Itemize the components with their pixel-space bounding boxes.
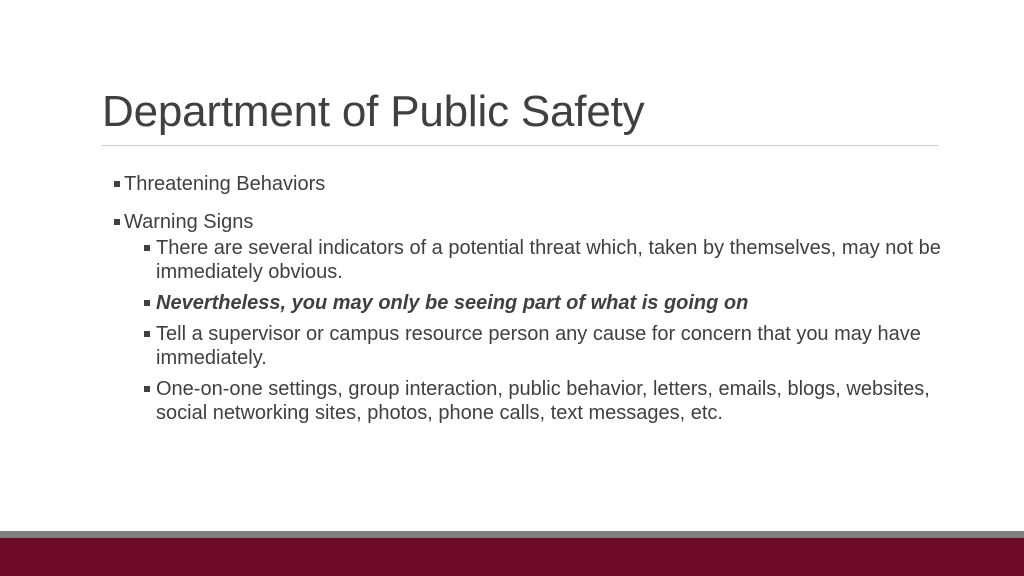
square-bullet-icon <box>114 219 120 225</box>
square-bullet-icon <box>144 245 150 251</box>
square-bullet-icon <box>144 300 150 306</box>
sub-bullet-label: There are several indicators of a potential threat which, taken by themselves, may not be immediately obvious. <box>156 237 941 283</box>
sub-bullet-item <box>144 291 942 315</box>
footer-band-gray <box>0 531 1024 538</box>
square-bullet-icon <box>144 386 150 392</box>
sub-bullet-item <box>144 236 942 284</box>
sub-bullet-item <box>144 322 942 370</box>
sub-bullet-label: Tell a supervisor or campus resource person any cause for concern that you may have immediately. <box>156 323 921 369</box>
sub-bullet-label-emphasized: Nevertheless, you may only be seeing part of what is going on <box>156 292 749 314</box>
sub-bullet-label: One-on-one settings, group interaction, public behavior, letters, emails, blogs, websites, social networking sites, photos, phone calls, text messages, etc. <box>156 378 930 424</box>
bullet-item-warning-signs <box>112 210 942 425</box>
title-divider <box>102 145 938 146</box>
bullet-label: Threatening Behaviors <box>124 173 326 195</box>
bullet-item-threatening-behaviors <box>112 172 942 196</box>
square-bullet-icon <box>144 331 150 337</box>
sub-bullet-list <box>124 236 942 425</box>
bullet-label: Warning Signs <box>124 211 254 233</box>
footer-band-maroon <box>0 538 1024 576</box>
bullet-list <box>112 172 942 432</box>
square-bullet-icon <box>114 181 120 187</box>
sub-bullet-item <box>144 377 942 425</box>
slide-title: Department of Public Safety <box>102 87 645 136</box>
